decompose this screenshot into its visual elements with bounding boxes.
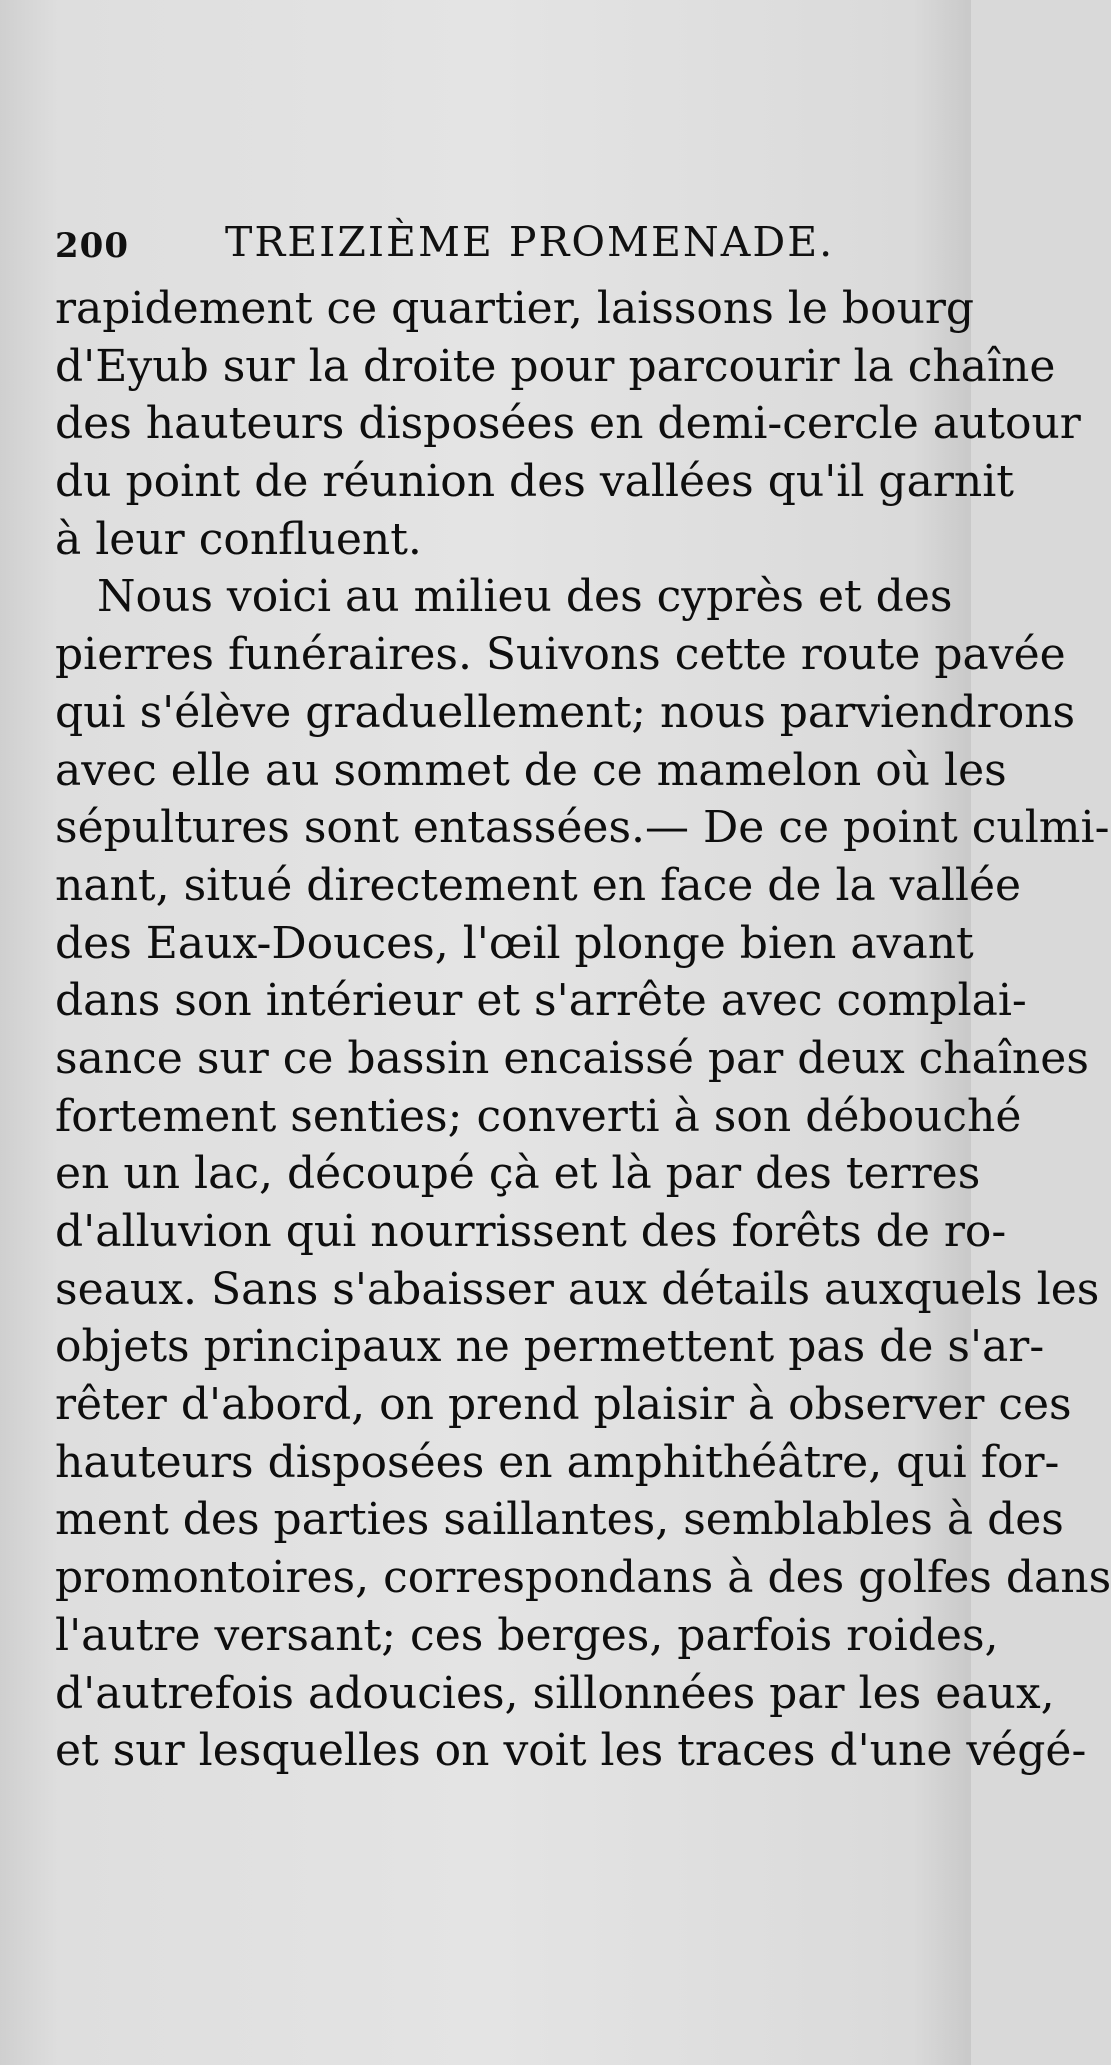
text-line: d'alluvion qui nourrissent des forêts de ro- (55, 1206, 1007, 1257)
text-line: pierres funéraires. Suivons cette route pavée (55, 629, 1066, 681)
text-line: fortement senties; converti à son débouché (55, 1090, 1022, 1142)
text-line: d'Eyub sur la droite pour parcourir la chaîne (55, 340, 1056, 392)
text-line: des hauteurs disposées en demi-cercle autour (55, 398, 1081, 450)
text-line: l'autre versant; ces berges, parfois roides, (55, 1609, 999, 1661)
text-line: à leur confluent. (55, 513, 422, 565)
text-line: d'autrefois adoucies, sillonnées par les eaux, (55, 1667, 1055, 1719)
text-line: en un lac, découpé çà et là par des terres (55, 1148, 981, 1200)
text-line: des Eaux-Douces, l'œil plonge bien avant (55, 917, 974, 969)
text-line: sépultures sont entassées.— De ce point culmi- (55, 802, 1110, 854)
text-line: hauteurs disposées en amphithéâtre, qui for- (55, 1436, 1060, 1488)
text-line: seaux. Sans s'abaisser aux détails auxquels les (55, 1263, 1100, 1315)
text-line: rapidement ce quartier, laissons le bourg (55, 283, 975, 334)
text-line: sance sur ce bassin encaissé par deux chaînes (55, 1032, 1089, 1084)
body-text (55, 280, 1111, 1780)
page-header (55, 218, 915, 278)
text-line: Nous voici au milieu des cyprès et des (97, 571, 953, 623)
text-line: objets principaux ne permettent pas de s'ar- (55, 1321, 1045, 1373)
text-line: rêter d'abord, on prend plaisir à observer ces (55, 1379, 1072, 1431)
text-line: nant, situé directement en face de la vallée (55, 859, 1022, 911)
text-line: du point de réunion des vallées qu'il garnit (55, 456, 1014, 508)
text-line: ment des parties saillantes, semblables à des (55, 1494, 1064, 1546)
text-line: qui s'élève graduellement; nous parviendrons (55, 686, 1076, 738)
text-line: avec elle au sommet de ce mamelon où les (55, 744, 1007, 796)
text-line: dans son intérieur et s'arrête avec complai- (55, 975, 1027, 1027)
running-title: TREIZIÈME PROMENADE. (225, 218, 835, 266)
text-line: promontoires, correspondans à des golfes dans (55, 1552, 1111, 1604)
page-number: 200 (55, 226, 129, 266)
text-line: et sur lesquelles on voit les traces d'une végé- (55, 1725, 1087, 1777)
